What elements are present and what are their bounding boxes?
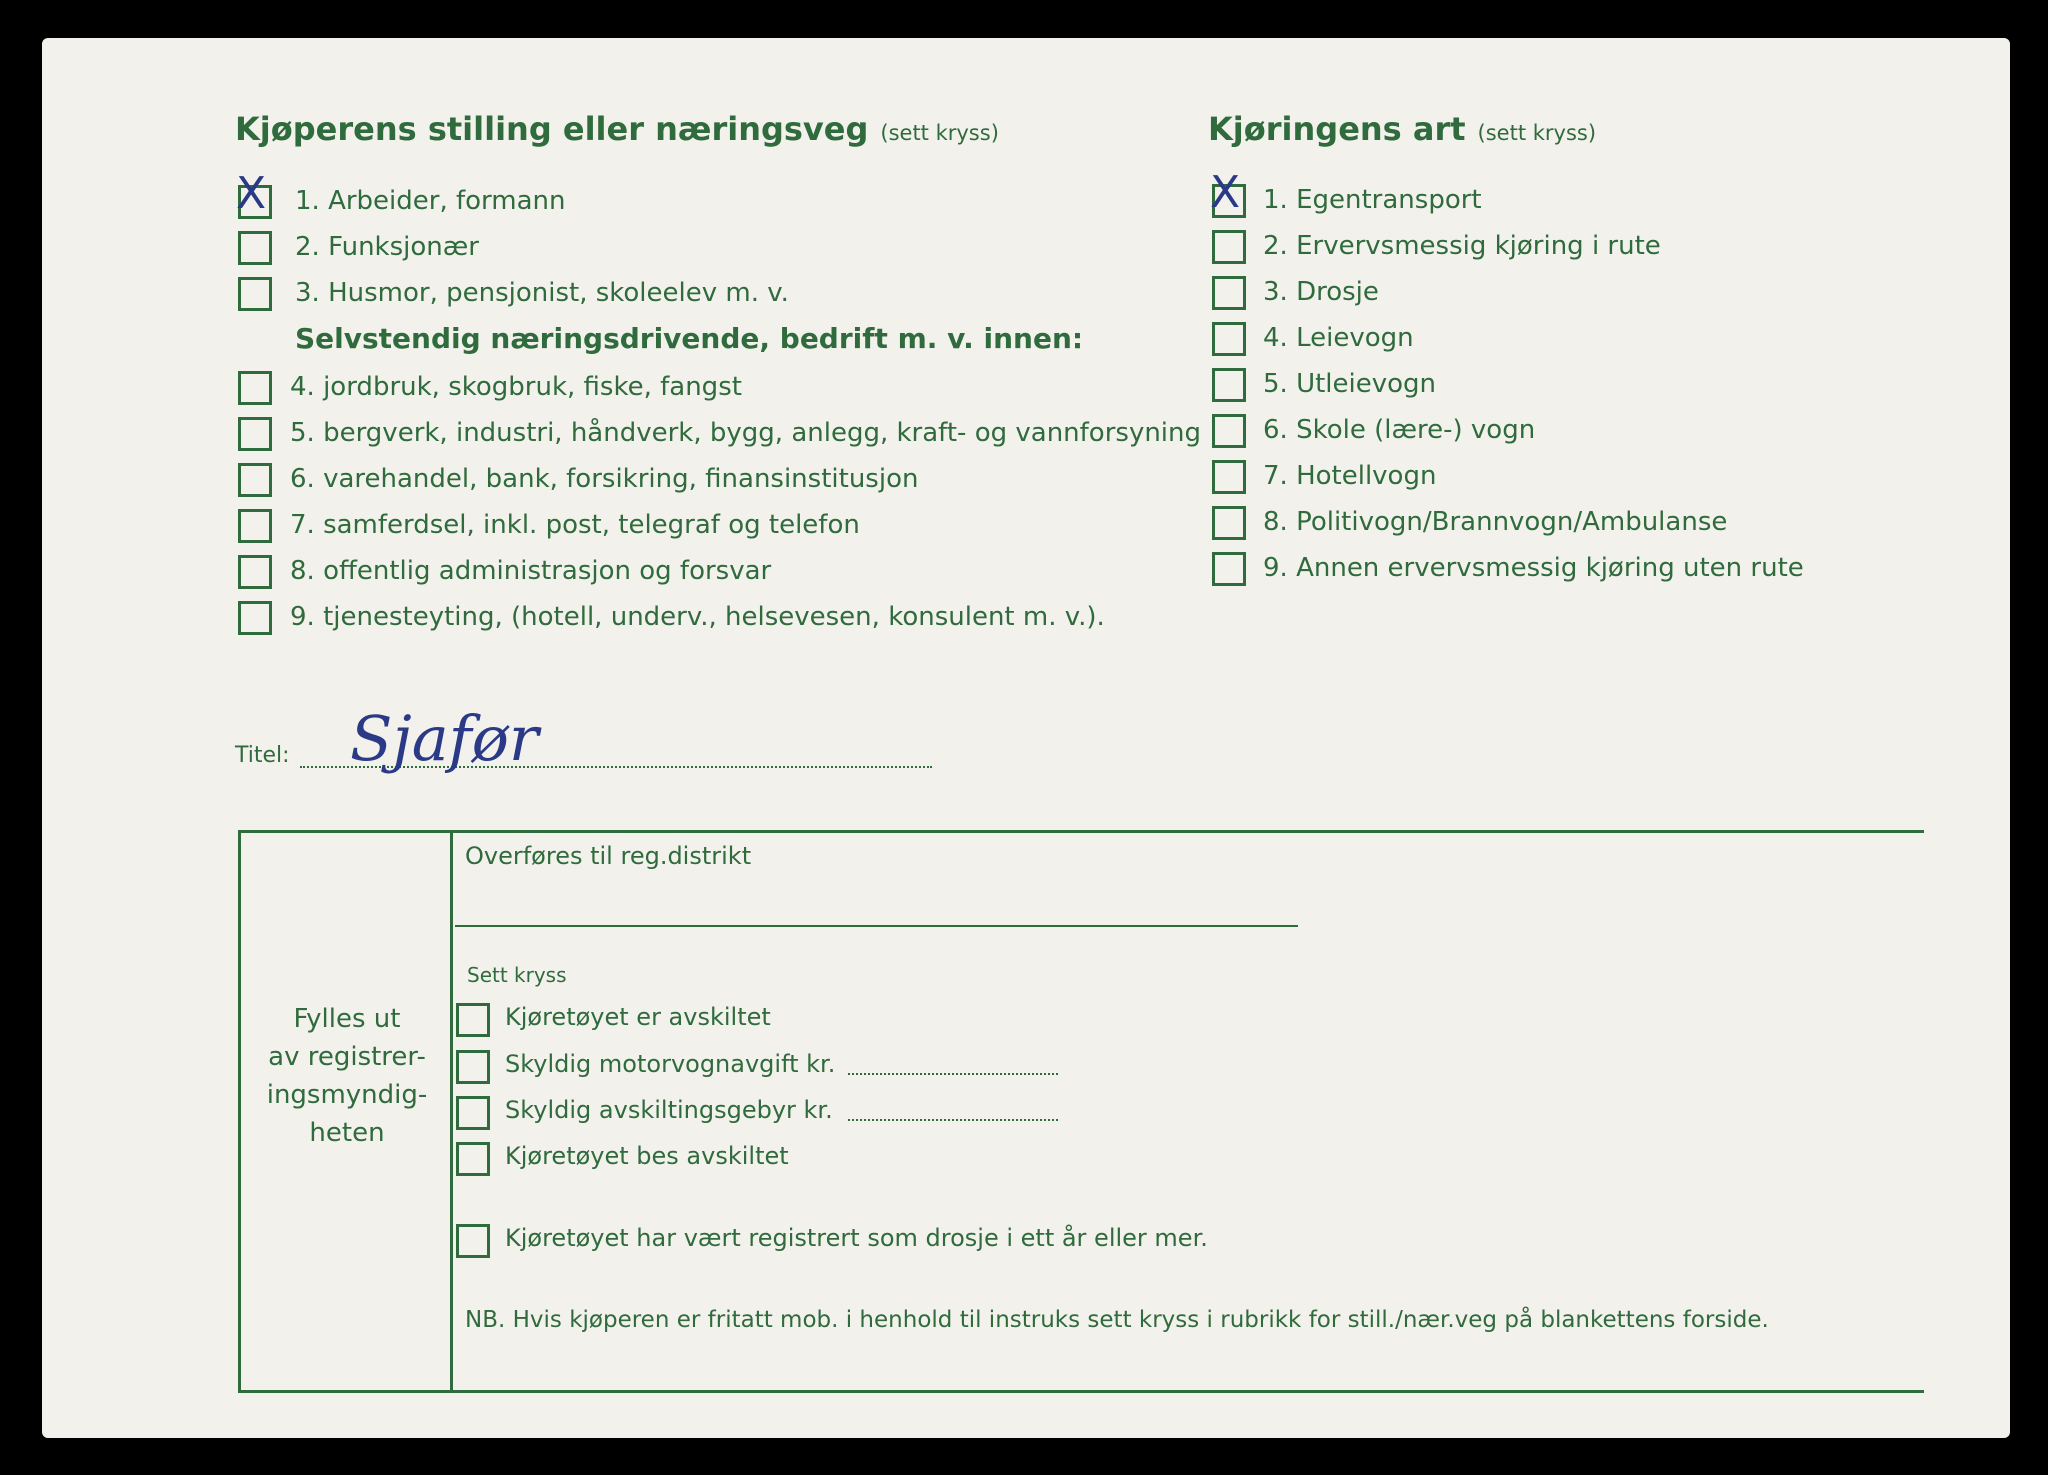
checkbox-buyer-8[interactable] xyxy=(238,555,272,589)
panel-item-deregistration-fee-due: Skyldig avskiltingsgebyr kr. xyxy=(505,1096,833,1124)
driving-option-9: 9. Annen ervervsmessig kjøring uten rute xyxy=(1263,553,1804,583)
panel-side-label xyxy=(252,1000,442,1152)
checkbox-driving-5[interactable] xyxy=(1212,368,1246,402)
self-employed-subheading: Selvstendig næringsdrivende, bedrift m. v. innen: xyxy=(295,322,1084,355)
checkbox-buyer-4[interactable] xyxy=(238,371,272,405)
vehicle-tax-amount-field[interactable] xyxy=(848,1073,1058,1075)
driving-option-4: 4. Leievogn xyxy=(1263,323,1414,353)
panel-side-label-line-1: Fylles ut xyxy=(293,1004,401,1034)
panel-bottom-border xyxy=(238,1390,1924,1393)
driving-option-8: 8. Politivogn/Brannvogn/Ambulanse xyxy=(1263,507,1728,537)
left-section-title-text: Kjøperens stilling eller næringsveg xyxy=(235,110,869,148)
panel-item-vehicle-tax-due: Skyldig motorvognavgift kr. xyxy=(505,1050,836,1078)
driving-option-6: 6. Skole (lære-) vogn xyxy=(1263,415,1536,445)
driving-option-7: 7. Hotellvogn xyxy=(1263,461,1437,491)
panel-item-request-deregistration: Kjøretøyet bes avskiltet xyxy=(505,1142,789,1170)
checkbox-taxi-registered[interactable] xyxy=(456,1224,490,1258)
titel-label: Titel: xyxy=(235,743,290,768)
checkbox-vehicle-tax-due[interactable] xyxy=(456,1050,490,1084)
checkbox-request-deregistration[interactable] xyxy=(456,1142,490,1176)
buyer-option-5: 5. bergverk, industri, håndverk, bygg, anlegg, kraft- og vannforsyning xyxy=(290,418,1202,448)
buyer-option-1: 1. Arbeider, formann xyxy=(295,186,566,216)
checkbox-buyer-5[interactable] xyxy=(238,417,272,451)
buyer-option-2: 2. Funksjonær xyxy=(295,232,479,262)
right-section-hint: (sett kryss) xyxy=(1477,121,1597,145)
buyer-option-3: 3. Husmor, pensjonist, skoleelev m. v. xyxy=(295,278,789,308)
panel-note: NB. Hvis kjøperen er fritatt mob. i henhold til instruks sett kryss i rubrikk for still./nær.veg på blankettens forside. xyxy=(465,1307,1769,1333)
checkbox-driving-4[interactable] xyxy=(1212,322,1246,356)
checkbox-deregistered[interactable] xyxy=(456,1003,490,1037)
buyer-option-7: 7. samferdsel, inkl. post, telegraf og telefon xyxy=(290,510,860,540)
left-section-hint: (sett kryss) xyxy=(880,121,999,145)
buyer-option-9: 9. tjenesteyting, (hotell, underv., helsevesen, konsulent m. v.). xyxy=(290,602,1105,632)
checkbox-driving-7[interactable] xyxy=(1212,460,1246,494)
checkbox-buyer-9[interactable] xyxy=(238,601,272,635)
panel-side-label-line-3: ingsmyndig- xyxy=(266,1080,428,1110)
transfer-line[interactable] xyxy=(455,925,1298,927)
checkbox-driving-2[interactable] xyxy=(1212,230,1246,264)
panel-item-taxi-registered: Kjøretøyet har vært registrert som drosje i ett år eller mer. xyxy=(505,1224,1208,1252)
driving-option-3: 3. Drosje xyxy=(1263,277,1379,307)
checkbox-buyer-3[interactable] xyxy=(238,277,272,311)
panel-divider xyxy=(450,830,453,1393)
driving-option-2: 2. Ervervsmessig kjøring i rute xyxy=(1263,231,1661,261)
titel-handwritten-value: Sjafør xyxy=(350,702,539,775)
checkbox-driving-9[interactable] xyxy=(1212,552,1246,586)
buyer-option-8: 8. offentlig administrasjon og forsvar xyxy=(290,556,772,586)
checkbox-buyer-2[interactable] xyxy=(238,231,272,265)
buyer-option-4: 4. jordbruk, skogbruk, fiske, fangst xyxy=(290,372,742,402)
right-section-title-text: Kjøringens art xyxy=(1208,110,1466,148)
panel-side-label-line-2: av registrer- xyxy=(268,1042,426,1072)
cross-mark-buyer-1: X xyxy=(236,168,267,219)
left-section-title xyxy=(235,110,999,148)
checkbox-driving-8[interactable] xyxy=(1212,506,1246,540)
sett-kryss-label: Sett kryss xyxy=(467,963,567,987)
checkbox-deregistration-fee-due[interactable] xyxy=(456,1096,490,1130)
right-section-title xyxy=(1208,110,1596,148)
driving-option-5: 5. Utleievogn xyxy=(1263,369,1437,399)
driving-option-1: 1. Egentransport xyxy=(1263,185,1482,215)
panel-side-label-line-4: heten xyxy=(309,1118,385,1148)
checkbox-buyer-7[interactable] xyxy=(238,509,272,543)
panel-item-deregistered: Kjøretøyet er avskiltet xyxy=(505,1003,771,1031)
panel-top-border xyxy=(238,830,1924,833)
buyer-option-6: 6. varehandel, bank, forsikring, finansinstitusjon xyxy=(290,464,919,494)
panel-left-border xyxy=(238,830,241,1393)
checkbox-driving-3[interactable] xyxy=(1212,276,1246,310)
checkbox-buyer-6[interactable] xyxy=(238,463,272,497)
cross-mark-driving-1: X xyxy=(1210,167,1241,218)
checkbox-driving-6[interactable] xyxy=(1212,414,1246,448)
deregistration-fee-amount-field[interactable] xyxy=(848,1119,1058,1121)
transfer-label: Overføres til reg.distrikt xyxy=(465,842,752,870)
